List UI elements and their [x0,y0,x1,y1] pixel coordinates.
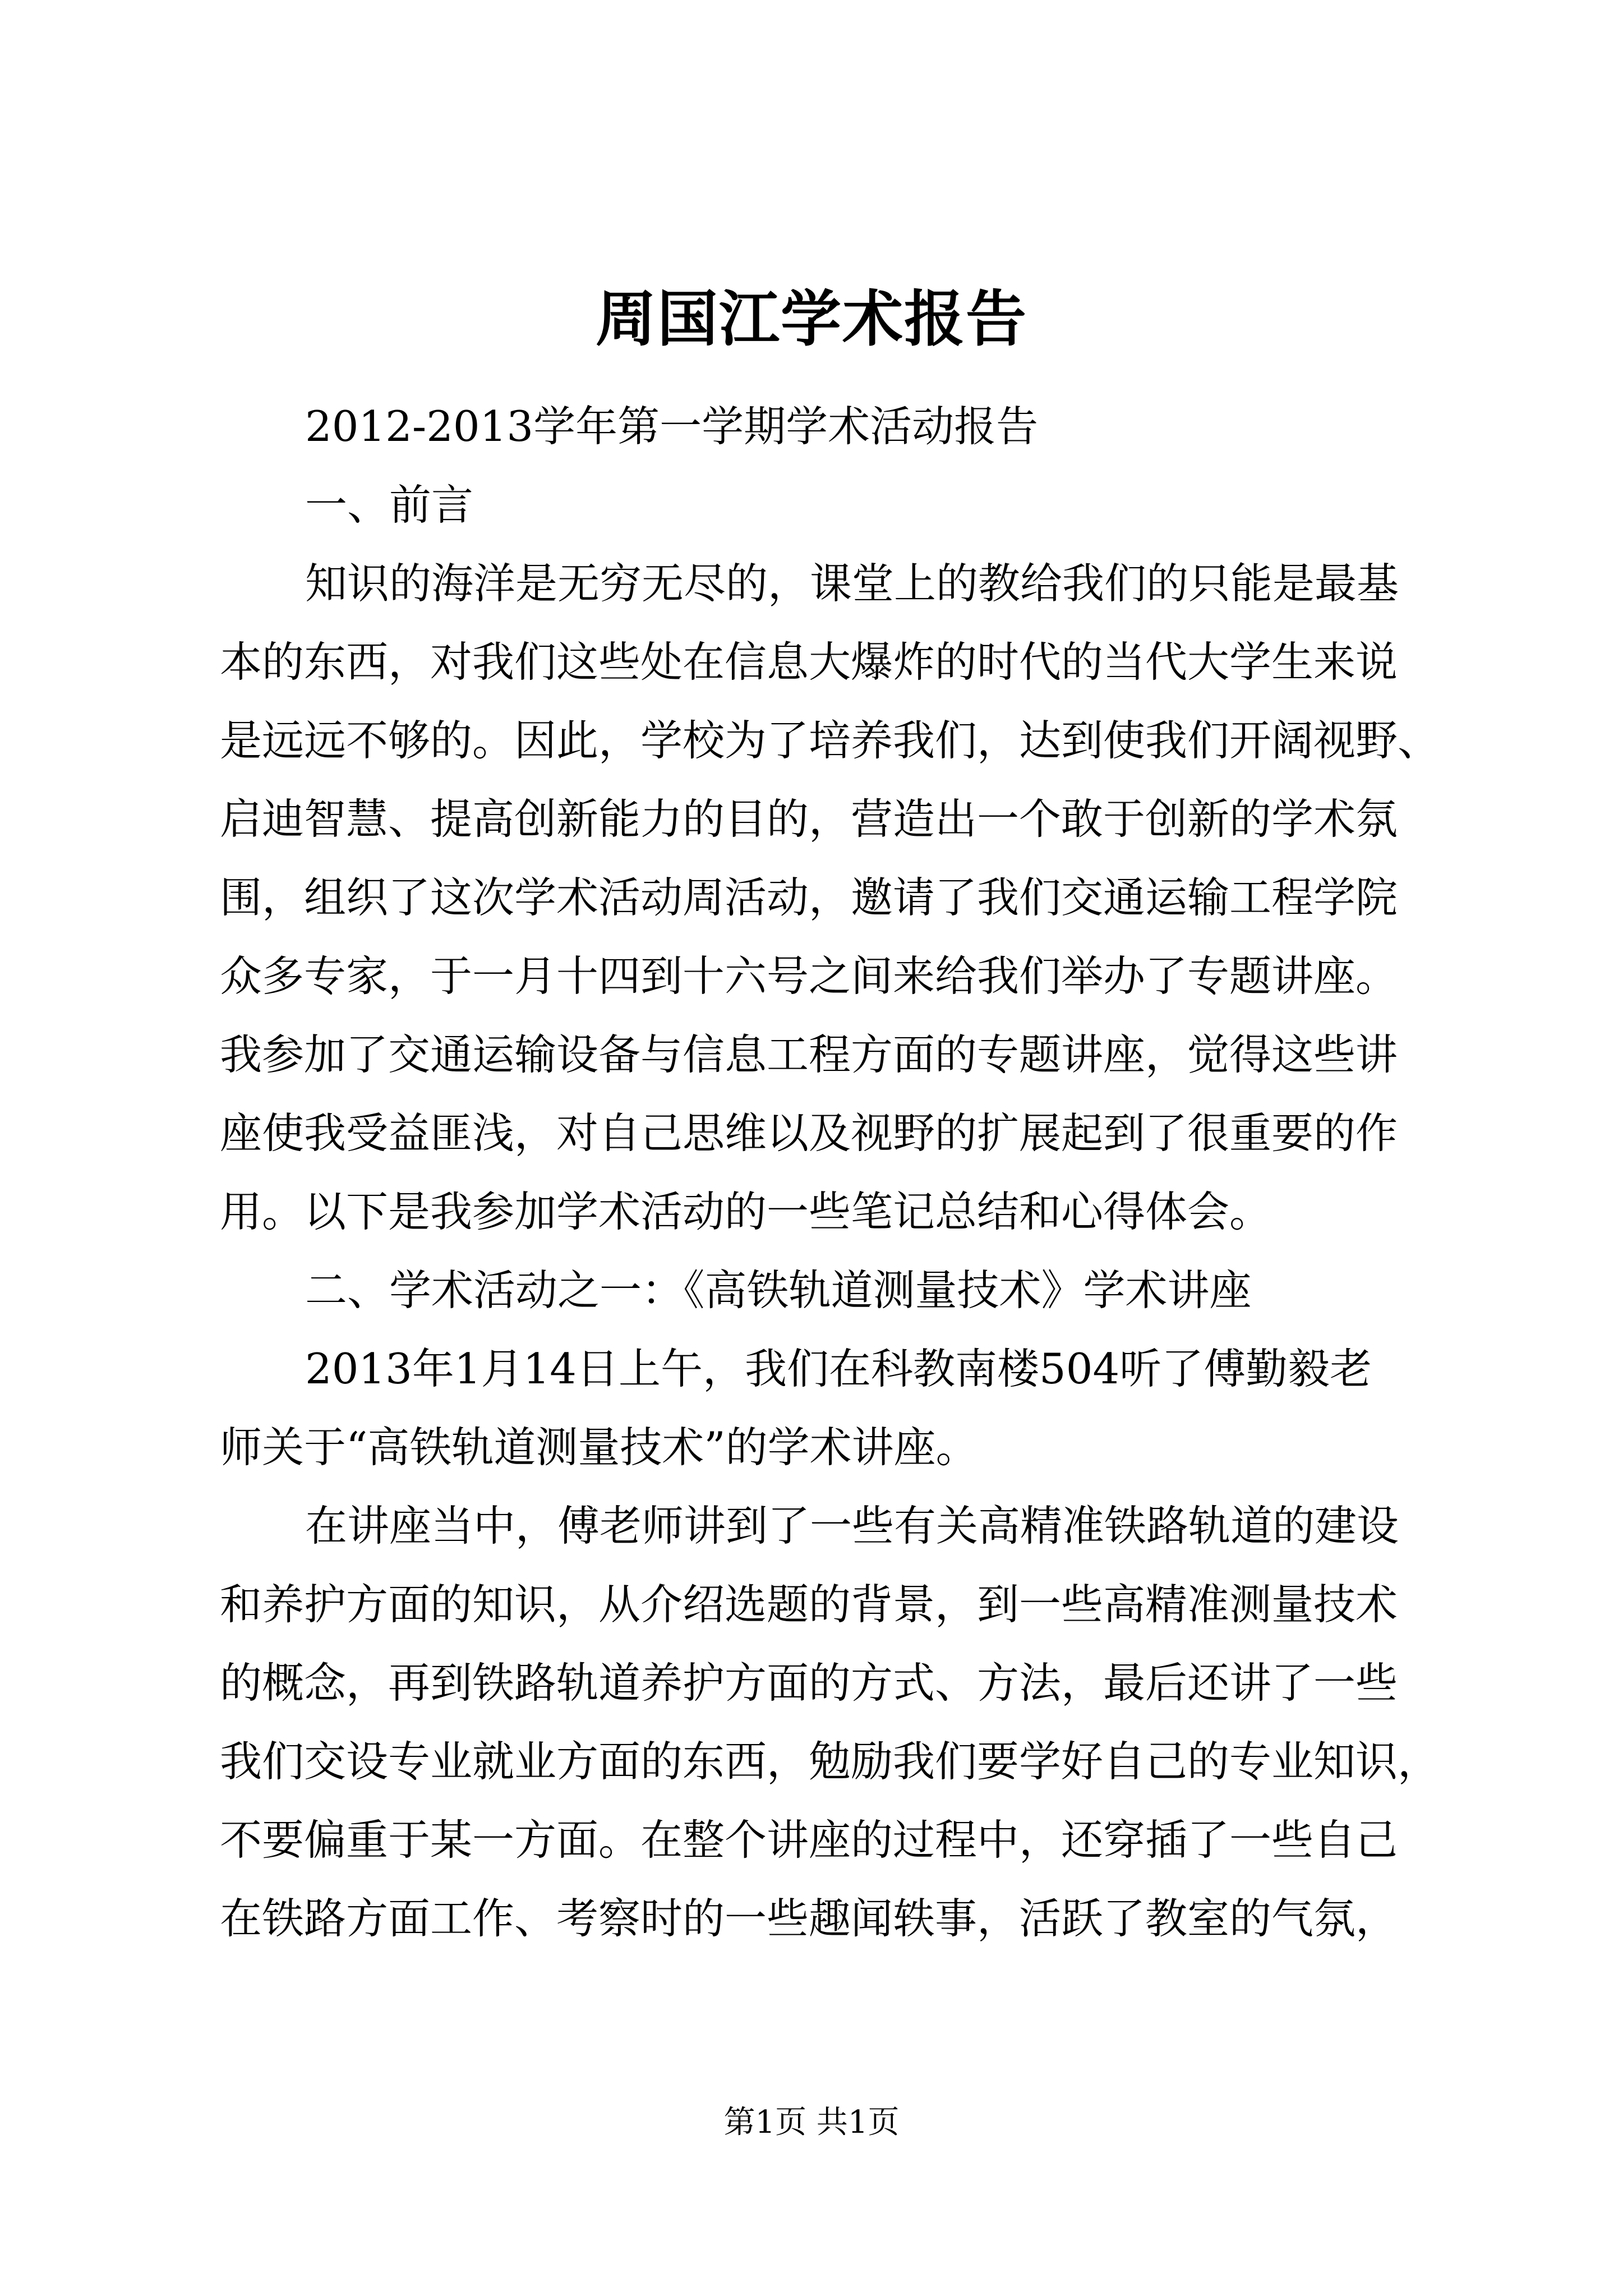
text-line: 我们交设专业就业方面的东西，勉励我们要学好自己的专业知识， [220,1737,1440,1786]
text-line: 围，组织了这次学术活动周活动，邀请了我们交通运输工程学院 [220,873,1398,922]
text-line: 启迪智慧、提高创新能力的目的，营造出一个敢于创新的学术氛 [220,794,1398,844]
text-line: 众多专家，于一月十四到十六号之间来给我们举办了专题讲座。 [220,951,1398,1001]
page-footer: 第1页 共1页 [723,2104,900,2141]
document-body [220,387,1440,1958]
text-line: 不要偏重于某一方面。在整个讲座的过程中，还穿插了一些自己 [220,1815,1398,1865]
text-line: 本的东西，对我们这些处在信息大爆炸的时代的当代大学生来说 [220,637,1398,687]
text-line: 在讲座当中，傅老师讲到了一些有关高精准铁路轨道的建设 [305,1501,1399,1550]
text-line: 在铁路方面工作、考察时的一些趣闻轶事，活跃了教室的气氛， [220,1894,1398,1943]
text-line: 2012-2013学年第一学期学术活动报告 [305,402,1039,451]
text-line: 是远远不够的。因此，学校为了培养我们，达到使我们开阔视野、 [220,716,1440,765]
text-line: 师关于“高铁轨道测量技术”的学术讲座。 [220,1423,978,1472]
text-line: 2013年1月14日上午，我们在科教南楼504听了傅勤毅老 [305,1344,1372,1393]
text-line: 我参加了交通运输设备与信息工程方面的专题讲座，觉得这些讲 [220,1030,1398,1079]
text-line: 一、前言 [305,480,474,530]
page-title: 周国江学术报告 [595,284,1027,355]
text-line: 用。以下是我参加学术活动的一些笔记总结和心得体会。 [220,1187,1272,1236]
text-line: 和养护方面的知识，从介绍选题的背景，到一些高精准测量技术 [220,1580,1398,1629]
text-line: 知识的海洋是无穷无尽的，课堂上的教给我们的只能是最基 [305,559,1399,608]
text-line: 二、学术活动之一：《高铁轨道测量技术》学术讲座 [305,1266,1252,1315]
text-line: 座使我受益匪浅，对自己思维以及视野的扩展起到了很重要的作 [220,1108,1398,1158]
text-line: 的概念，再到铁路轨道养护方面的方式、方法，最后还讲了一些 [220,1658,1398,1708]
